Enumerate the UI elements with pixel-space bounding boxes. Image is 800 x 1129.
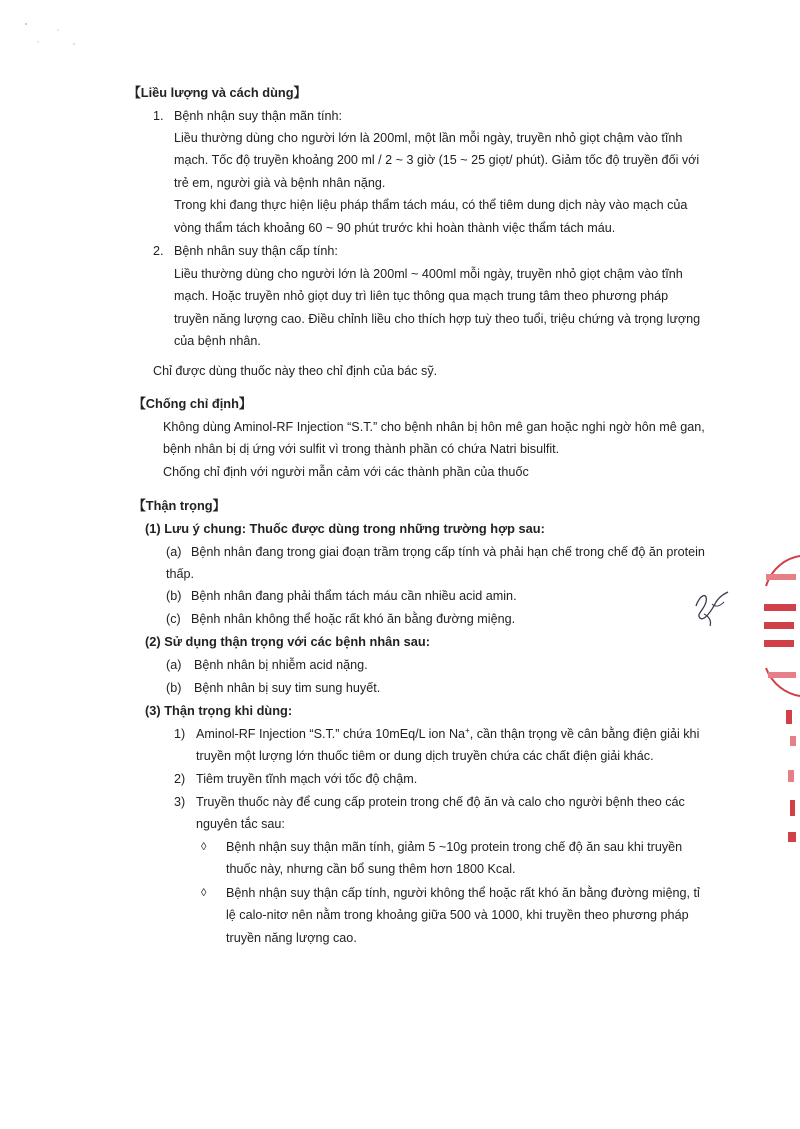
dosage-item-1-line: Trong khi đang thực hiện liệu pháp thẩm tách máu, có thể tiêm dung dịch này vào mạch của — [174, 198, 688, 212]
caution-item-b-text: Bệnh nhân bị suy tim sung huyết. — [194, 681, 381, 695]
dosage-item-1-title: Bệnh nhận suy thận mãn tính: — [174, 109, 343, 123]
bullet-1-line: Bệnh nhận suy thận mãn tính, giảm 5 ~10g protein trong chế độ ăn sau khi truyền — [226, 840, 683, 854]
general-item-a-mark: (a) — [166, 545, 182, 559]
bullet-2-line: Bệnh nhận suy thận cấp tính, người không thể hoặc rất khó ăn bằng đường miệng, tỉ — [226, 886, 700, 900]
usage-item-1-num: 1) — [174, 727, 186, 741]
contraindication-line: Chống chỉ định với người mẫn cảm với các thành phần của thuốc — [163, 465, 529, 479]
caution-item-a-text: Bệnh nhân bị nhiễm acid nặng. — [194, 658, 368, 672]
dosage-item-1-num: 1. — [153, 109, 164, 123]
contraindication-line: Không dùng Aminol-RF Injection “S.T.” cho bệnh nhân bị hôn mê gan hoặc nghi ngờ hôn mê gan, — [163, 420, 705, 434]
dosage-item-1-line: trẻ em, người già và bệnh nhân nặng. — [174, 176, 386, 190]
usage-item-3-num: 3) — [174, 795, 186, 809]
usage-item-3-line: Truyền thuốc này để cung cấp protein trong chế độ ăn và calo cho người bệnh theo các — [196, 795, 685, 809]
signature-icon — [690, 584, 734, 630]
bullet-2-mark: ◊ — [201, 887, 207, 899]
general-item-c-mark: (c) — [166, 612, 181, 626]
precautions-heading: 【Thận trọng】 — [133, 498, 226, 513]
dosage-item-1-line: vòng thẩm tách khoảng 60 ~ 90 phút trước khi hoàn thành việc thẩm tách máu. — [174, 221, 616, 235]
usage-item-2-num: 2) — [174, 772, 186, 786]
dosage-note: Chỉ được dùng thuốc này theo chỉ định của bác sỹ. — [153, 364, 438, 378]
precautions-general-title: (1) Lưu ý chung: Thuốc được dùng trong những trường hợp sau: — [145, 521, 545, 536]
stamp-fragment-icon — [780, 700, 800, 850]
general-item-b-line: Bệnh nhân đang phải thẩm tách máu cần nhiều acid amin. — [191, 589, 517, 603]
bullet-1-line: thuốc này, nhưng cần bổ sung thêm hơn 1800 Kcal. — [226, 862, 516, 876]
dosage-item-2-line: mạch. Hoặc truyền nhỏ giọt duy trì liên tục thông qua mạch trung tâm theo phương pháp — [174, 289, 669, 303]
bullet-1-mark: ◊ — [201, 841, 207, 853]
usage-item-2-text: Tiêm truyền tĩnh mạch với tốc độ chậm. — [196, 772, 418, 786]
dosage-item-2-line: Liều thường dùng cho người lớn là 200ml ~ 400ml mỗi ngày, truyền nhỏ giọt chậm vào tĩnh — [174, 267, 683, 281]
contraindications-heading: 【Chống chỉ định】 — [133, 396, 252, 411]
dosage-heading: 【Liều lượng và cách dùng】 — [128, 85, 307, 100]
caution-patients-title: (2) Sử dụng thận trọng với các bệnh nhân sau: — [145, 634, 430, 649]
usage-item-1-line: truyền một lượng lớn thuốc tiêm or dung dịch truyền chứa các chất điện giải khác. — [196, 749, 654, 763]
general-item-a-line: Bệnh nhân đang trong giai đoạn trầm trọng cấp tính và phải hạn chế trong chế độ ăn protein — [191, 545, 705, 559]
usage-item-3-line: nguyên tắc sau: — [196, 817, 285, 831]
usage-title: (3) Thận trọng khi dùng: — [145, 703, 293, 718]
dosage-item-2-line: truyền năng lượng cao. Điều chỉnh liều cho thích hợp tuỳ theo tuổi, triệu chứng và trọng lượng — [174, 312, 701, 326]
bullet-2-line: lệ calo-nitơ nên nằm trong khoảng giữa 500 và 1000, khi truyền theo phương pháp — [226, 908, 689, 922]
scan-dots — [18, 18, 98, 58]
bullet-2-line: truyền năng lượng cao. — [226, 931, 357, 945]
general-item-b-mark: (b) — [166, 589, 182, 603]
usage-item-1-line: Aminol-RF Injection “S.T.” chứa 10mEq/L ion Na+, cần thận trọng về cân bằng điện giải khi — [196, 725, 700, 741]
general-item-a-line: thấp. — [166, 567, 195, 581]
dosage-item-1-line: mạch. Tốc độ truyền khoảng 200 ml / 2 ~ 3 giờ (15 ~ 25 giọt/ phút). Giảm tốc độ truyền đối với — [174, 153, 700, 167]
general-item-c-line: Bệnh nhân không thể hoặc rất khó ăn bằng đường miệng. — [191, 612, 516, 626]
stamp-icon — [756, 552, 800, 700]
dosage-item-2-line: của bệnh nhân. — [174, 334, 261, 348]
caution-item-b-mark: (b) — [166, 681, 182, 695]
caution-item-a-mark: (a) — [166, 658, 182, 672]
dosage-item-1-line: Liều thường dùng cho người lớn là 200ml, một lần mỗi ngày, truyền nhỏ giọt chậm vào tĩnh — [174, 131, 683, 145]
dosage-item-2-title: Bệnh nhân suy thận cấp tính: — [174, 244, 338, 258]
dosage-item-2-num: 2. — [153, 244, 164, 258]
contraindication-line: bệnh nhân bị dị ứng với sulfit vì trong thành phần có chứa Natri bisulfit. — [163, 442, 560, 456]
